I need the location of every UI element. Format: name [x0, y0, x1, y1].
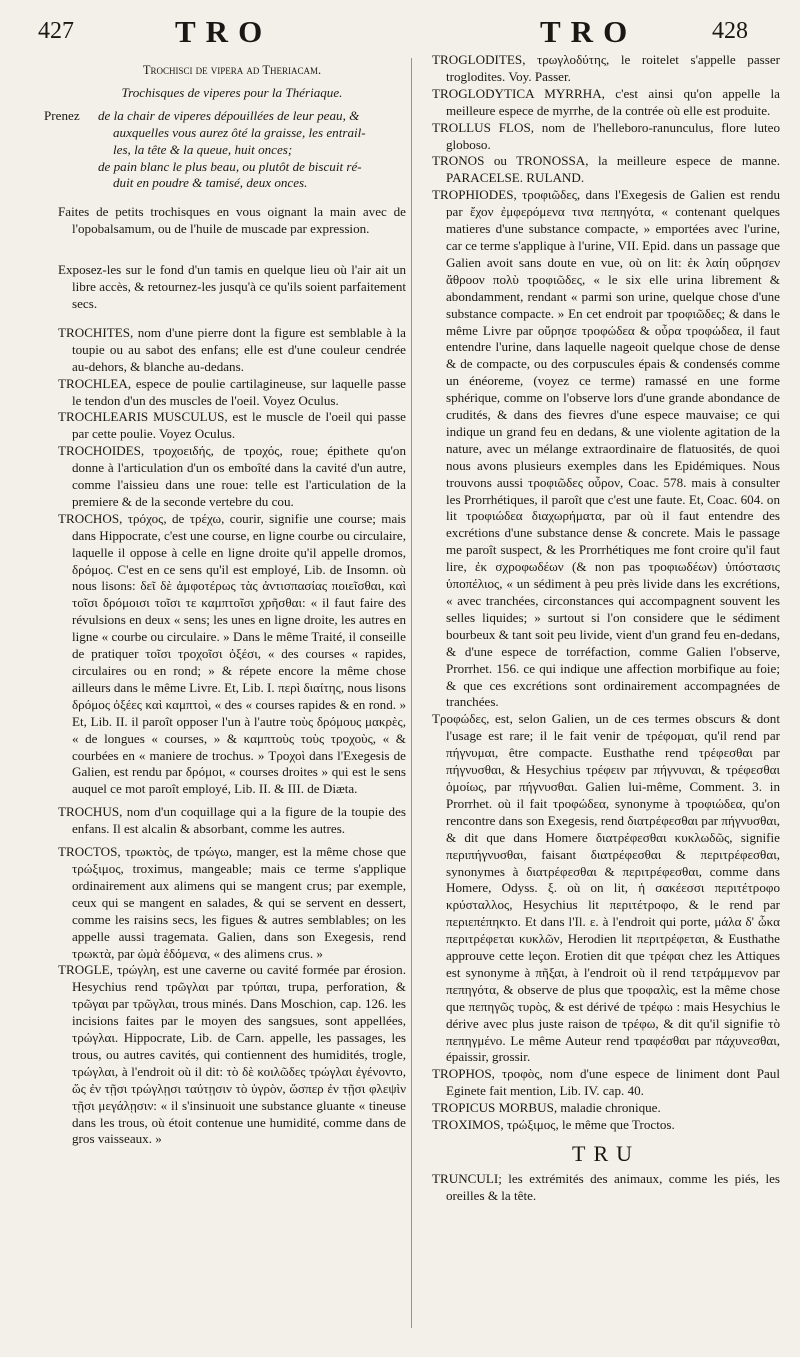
page-header — [0, 14, 800, 52]
faites-paragraph: Faites de petits trochisques en vous oignant la main avec de l'opobalsamum, ou de l'huile de muscade par expression. — [58, 204, 406, 237]
left-column — [44, 52, 406, 1148]
prenez-lead: Prenez — [44, 107, 80, 123]
entry-trochos: TROCHOS, τρόχος, de τρέχω, courir, signifie une course; mais dans Hippocrate, c'est une course, en ligne courbe ou circulaire, laquelle il oppose à celle en ligne droite qu'il appelle dromos, δρόμος. C'est en ce sens qu'il est employé, Lib. de Insomn. où nous lisons: δεῖ δὲ ἀμφοτέρως τὰς ἀντισπασίας ποιεῖσθαι, καὶ τοῖσι δρόμοισι τοῖσι τε καμπτοῖσι χρῆσθαι: « il faut faire des révulsions en deux « sens; les unes en ligne droite, les autres en ligne « courbe ou circulaire. » Dans le même Traité, il conseille de pratiquer τοῖσι τροχοῖσι ὀξέσι, « des courses « rapides, circulaires ou en rond; » & répete encore la même chose ailleurs dans le même Livre. Et, Lib. I. περὶ διαίτης, nous lisons δρόμος ὀξέες καὶ καμπτοὶ, « des « courses rapides & en rond. » Et, Lib. II. il paroît opposer l'un à l'autre τοὺς δρόμους μακρὲς, « de longues « courses, » & καμπτοὺς τοὺς τροχοὺς, « & courbées en « maniere de trochus. » Τροχοὶ dans l'Exegesis de Galien, est rendu par δρόμοι, « courses droites » qui est le sens auquel ce mot paroît employé, Lib. II. & III. de Diæta. — [58, 510, 406, 797]
right-page-number: 428 — [712, 18, 748, 44]
prenez-block — [44, 107, 406, 193]
left-running-head: TRO — [175, 14, 273, 49]
prenez-line-4: de pain blanc le plus beau, ou plutôt de biscuit ré- — [98, 158, 362, 174]
entry-troctos: TROCTOS, τρωκτὸς, de τρώγω, manger, est la même chose que τρώξιμος, troximus, mangeable; mais ce terme s'applique ordinairement aux alimens qui se mangent crus; par exemple, ceux qui se mangent en salades, & qui se servent en dessert, comme les raisins secs, les figues & autres semblables; on les appelle aussi tragemata. Galien, dans son Exegesis, rend τρωκτὰ, par ὠμὰ ἐδόμενα, « des alimens crus. » — [58, 844, 406, 961]
exposez-paragraph: Exposez-les sur le fond d'un tamis en quelque lieu où l'air ait un libre accès, & retournez-les jusqu'à ce qu'ils soient parfaitement secs. — [58, 262, 406, 311]
entry-trophodes: Τροφώδες, est, selon Galien, un de ces termes obscurs & dont l'usage est rare; il le fait venir de τρέφομαι, qu'il rend par πήγνυμαι, être compacte. Eusthathe rend τρέφεσθαι par πήγνυσθαι, & Hesychius τρέφειν par πήγνυναι, & τρέφεσθαι ὁμοίως, par πήγνυσθαι. Galien lui-même, Comment. 3. in Prorrhet. où il fait τροφώδεα, synonyme à τροφιώδεα, qu'on rencontre dans son Exegesis, rend διατρέφεσθαι par πήγνυσθαι, & dit que dans Homere διατρέφεσθαι κυκλωδῶς, signifie περιπήγνυσθαι, faisant διατρέφεσθαι & περιτρέφεσθαι, synonymes à διατρέφεσθαι & περιτρέφεσθαι, comme dans Homere, Odyss. ξ. où on lit, ἡ σακέεσσι περιτέτροφο κρύσταλλος, Hesychius lit περιτέτροφο, & le rend par περιεπέπηκτο. Et dans l'Il. ε. à l'endroit qui porte, μάλα δ' ὦκα περιτρέφεται κυκλῶν, Herodien lit περιτρέφεται, & Eusthathe approuve cette leçon. Erotien dit que τρέφαι chez les Attiques est synonyme à πῆξαι, à l'endroit où il rend τετράμμενον par πεπηγότα, & observe de plus que τροφαλὶς, est la même chose que πεπηγῶς τυρὸς, & est dérivé de τρέφω : mais Hesychius le dérive avec plus juste raison de τρέφω, & dit qu'il signifie τὸ πεπηγμένο. Le même Auteur rend τραφέσθαι par πάχυνεσθαι, épaissir, grossir. — [432, 711, 780, 1065]
entry-tronos: TRONOS ou TRONOSSA, la meilleure espece de manne. PARACELSE. RULAND. — [432, 153, 780, 186]
entry-troglodites: TROGLODITES, τρωγλοδύτης, le roitelet s'appelle passer troglodites. Voy. Passer. — [432, 52, 780, 84]
prenez-line-2: auxquelles vous aurez ôté la graisse, les entrail- — [113, 124, 366, 140]
entry-trollus: TROLLUS FLOS, nom de l'helleboro-ranunculus, flore luteo globoso. — [432, 119, 780, 152]
prenez-line-3: les, la tête & la queue, huit onces; — [113, 141, 293, 157]
prenez-line-5: duit en poudre & tamisé, deux onces. — [113, 175, 308, 191]
entry-trunculi: TRUNCULI; les extrémités des animaux, comme les piés, les oreilles & la tête. — [432, 1170, 780, 1203]
right-column — [432, 52, 780, 1205]
left-page-number: 427 — [38, 18, 74, 44]
trochisci-subtitle: Trochisques de viperes pour la Thériaque. — [121, 84, 343, 100]
section-heading-tru: TRU — [572, 1141, 640, 1166]
entry-trochlearis: TROCHLEARIS MUSCULUS, est le muscle de l'oeil qui passe par cette poulie. Voyez Oculus. — [58, 409, 406, 442]
entry-trogle: TROGLE, τρώγλη, est une caverne ou cavité formée par érosion. Hesychius rend τρῶγλαι par τρύπαι, trupa, perforation, & τρῶγαι par τρῶγλαι, trous minés. Dans Moschion, cap. 126. les incisions faites par le moyen des sangsues, sont appellées, τρώγλαι. Hippocrate, Lib. de Carn. appelle, les passages, les trous, ou autres cavités, qui contiennent des humidités, trogle, τρώγλαι, à l'endroit où il dit: τὸ δὲ κοιλῶδες τρώγλαι ἐγένοντο, ὥς ἐν τῇσι τρώγλῃσι ταύτῃσιν τὸ ὑγρὸν, ὥσπερ ἐν τῇσι φλεψὶν τῇσι μεγάλῃσιν: « il s'insinuoit une substance gluante « tineuse dans les trous, où étoit contenue une humidité, comme dans de gros vaisseaux. » — [58, 962, 406, 1147]
column-divider — [411, 58, 412, 1328]
entry-troximos: TROXIMOS, τρώξιμος, le même que Troctos. — [432, 1117, 675, 1133]
entry-trophos: TROPHOS, τροφὸς, nom d'une espece de liniment dont Paul Eginete fait mention, Lib. IV. cap. 40. — [432, 1066, 780, 1099]
prenez-line-1: de la chair de viperes dépouillées de leur peau, & — [98, 107, 360, 123]
entry-tropicus: TROPICUS MORBUS, maladie chronique. — [432, 1100, 661, 1116]
trochisci-title: Trochisci de vipera ad Theriacam. — [142, 63, 322, 77]
entry-trophiodes: TROPHIODES, τροφιῶδες, dans l'Exegesis de Galien est rendu par ἔχον ἐμφερόμενα τινα πεπηγότα, « contenant quelques matieres d'une substance compacte, » emportées avec l'urine, car ce terme s'applique à l'urine, VII. Epid. dans un passage que Galien avoit sans doute en vue, où on lit: ἐκ λαίη οὔρησεν ἄθροον πολὺ τροφιῶδες, « le six elle urina librement & abondamment, rendant « parmi son urine, quelque chose d'une substance compacte. » En cet endroit par τροφιῶδες; & dans le même Livre par οὔρησε τροφώδεα & οὖρα τροφώδεα, il faut entendre l'urine, dans laquelle nageoit quelque chose de dense & de compacte, ou des corpuscules épais & condensés comme un énéoreme, (voyez ce terme) ramassé en une forme sphérique, comme on l'observe lors d'une grande abondance de crudités, & dans des fievres d'une espece mauvaise; ce qui indique un grand feu en dedans, & une violente agitation de la nature, avec un mélange extraordinaire de flatuosités, de quoi nous avons plusieurs exemples dans les Epidémiques. Nous trouvons aussi τροφιῶδες οὖρον, Coac. 578. mais à consulter les Prorrhétiques, il paroît que c'est une faute. Et, Coac. 604. on lit τροφιώδεα διαχωρήματα, par où il faut entendre des excrétions d'une substance dense & concrete. Mais le passage me paroît suspect, & les Prorrhétiques me font croire qu'il faut lire, ἐκ σχροφωδέων (& non pas τροφιωδέων) ὑπόστασις ὑποπέλιος, « un sédiment à peu près livide dans les excrétions, « avec tranchées, circonstances qui accompagnent souvent les selles liquides; » surtout si l'on considere que le sédiment bourbeux & tant soit peu livide, vient d'un grand feu en-dedans, & d'une espece de torréfaction, comme Galien l'observe, Prorrhet. 156. ce qui indique une affection morbifique au foie; & que ces excrétions sont ordinairement accompagnées de tranchées. — [432, 187, 780, 710]
right-running-head: TRO — [540, 14, 638, 49]
entry-trochoides: TROCHOIDES, τροχοειδής, de τροχός, roue; épithete qu'on donne à l'articulation d'un os emboîté dans la cavité d'un autre, comme l'aissieu dans une roue: telle est l'articulation de la premiere & de la seconde vertebre du cou. — [58, 443, 406, 509]
entry-trochlea: TROCHLEA, espece de poulie cartilagineuse, sur laquelle passe le tendon d'un des muscles de l'oeil. Voyez Oculus. — [58, 375, 406, 408]
entry-troglodytica: TROGLODYTICA MYRRHA, c'est ainsi qu'on appelle la meilleure espece de myrrhe, de la contrée où elle est produite. — [432, 85, 780, 118]
entry-trochites: TROCHITES, nom d'une pierre dont la figure est semblable à la toupie ou au sabot des enfans; elle est d'une couleur cendrée au-dehors, & blanche au-dedans. — [58, 324, 406, 374]
entry-trochus: TROCHUS, nom d'un coquillage qui a la figure de la toupie des enfans. Il est alcalin & absorbant, comme les autres. — [58, 804, 406, 837]
